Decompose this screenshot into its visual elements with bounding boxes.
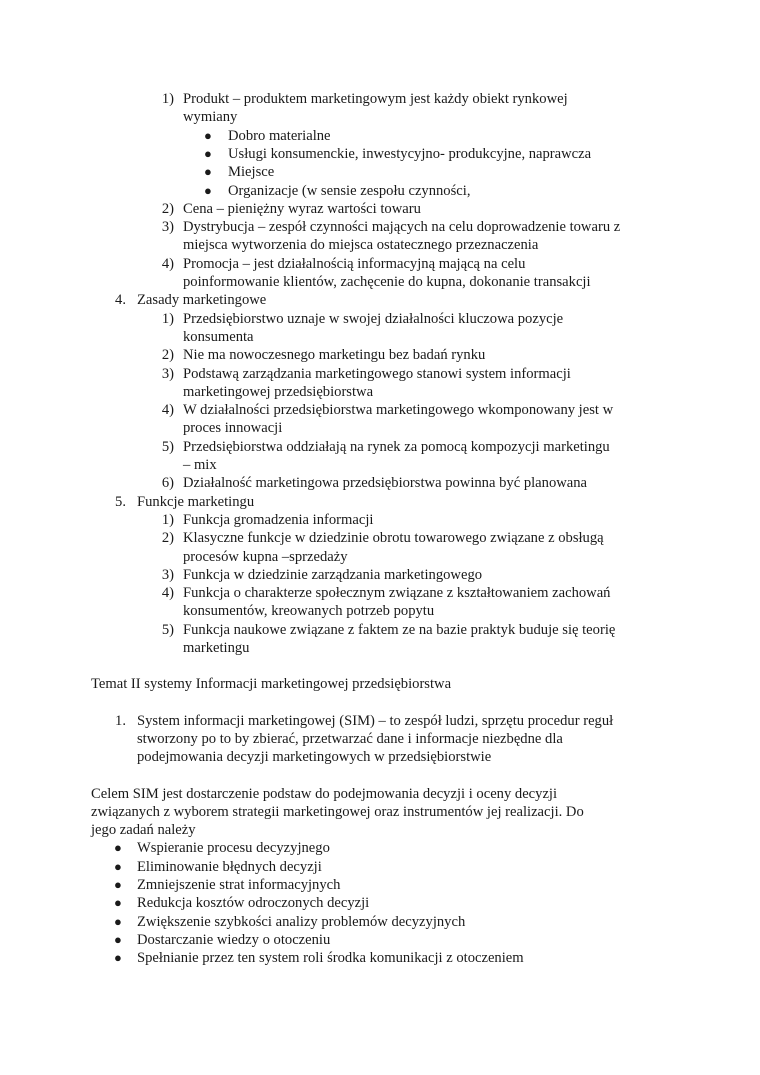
bullet-icon: ●	[114, 877, 122, 892]
bullet-item-text: Miejsce	[228, 164, 275, 181]
list-item-number: 1)	[161, 511, 174, 528]
bullet-icon: ●	[204, 182, 212, 198]
list-item-text: Przedsiębiorstwa oddziałają na rynek za pomocą kompozycji marketingu	[183, 438, 610, 455]
list-item-text: Przedsiębiorstwo uznaje w swojej działalności kluczowa pozycje	[183, 310, 564, 327]
list-item-text: marketingowej przedsiębiorstwa	[183, 383, 374, 400]
list-item-number: 3)	[161, 219, 174, 236]
list-item-text: Podstawą zarządzania marketingowego stanowi system informacji	[183, 365, 571, 382]
bullet-item-text: Wspieranie procesu decyzyjnego	[137, 840, 330, 857]
list-item-text: stworzony po to by zbierać, przetwarzać dane i informacje niezbędne dla	[137, 730, 563, 747]
section-number: 5.	[115, 493, 126, 510]
paragraph-line: jego zadań należy	[91, 822, 196, 839]
list-item-text: W działalności przedsiębiorstwa marketingowego wkomponowany jest w	[183, 402, 614, 419]
list-item-number: 5)	[161, 621, 174, 638]
bullet-icon: ●	[114, 840, 122, 856]
bullet-icon: ●	[114, 931, 122, 947]
list-item-number: 5)	[161, 438, 174, 455]
list-item-number: 3)	[161, 365, 174, 382]
section-number: 4.	[115, 292, 126, 309]
list-item-number: 2)	[161, 200, 174, 217]
list-item-number: 4)	[161, 402, 174, 419]
list-item-text: proces innowacji	[183, 420, 283, 437]
list-item-text: System informacji marketingowej (SIM) – to zespół ludzi, sprzętu procedur reguł	[137, 712, 614, 729]
list-item-text: Cena – pieniężny wyraz wartości towaru	[183, 200, 421, 217]
section-title: Zasady marketingowe	[137, 292, 267, 309]
bullet-icon: ●	[114, 858, 122, 874]
section-title: Funkcje marketingu	[137, 493, 255, 510]
list-item-text: konsumenta	[183, 328, 254, 345]
list-item-text: procesów kupna –sprzedaży	[183, 548, 348, 565]
bullet-icon: ●	[114, 913, 122, 929]
list-item-text: Promocja – jest działalnością informacyjną mającą na celu	[183, 255, 526, 272]
list-item-text: Funkcja naukowe związane z faktem ze na bazie praktyk buduje się teorię	[183, 621, 616, 638]
list-item-text: marketingu	[183, 640, 250, 656]
topic-heading: Temat II systemy Informacji marketingowej przedsiębiorstwa	[91, 676, 452, 693]
bullet-icon: ●	[114, 950, 122, 966]
list-item-text: Działalność marketingowa przedsiębiorstwa powinna być planowana	[183, 475, 588, 492]
list-item-text: Funkcja o charakterze społecznym związane z kształtowaniem zachowań	[183, 585, 611, 602]
list-item-text: wymiany	[183, 109, 238, 126]
bullet-icon: ●	[114, 895, 122, 911]
list-item-text: miejsca wytworzenia do miejsca ostatecznego przeznaczenia	[183, 237, 539, 254]
bullet-item-text: Dostarczanie wiedzy o otoczeniu	[137, 931, 331, 948]
list-item-number: 2)	[161, 530, 174, 547]
bullet-item-text: Zmniejszenie strat informacyjnych	[137, 877, 341, 893]
list-item-text: poinformowanie klientów, zachęcenie do kupna, dokonanie transakcji	[183, 274, 591, 290]
list-item-number: 6)	[161, 475, 174, 492]
list-item-number: 1.	[115, 712, 126, 729]
list-item-text: Produkt – produktem marketingowym jest każdy obiekt rynkowej	[183, 91, 568, 107]
list-item-text: Funkcja w dziedzinie zarządzania marketingowego	[183, 566, 483, 583]
bullet-item-text: Zwiększenie szybkości analizy problemów decyzyjnych	[137, 913, 466, 930]
bullet-item-text: Eliminowanie błędnych decyzji	[137, 858, 322, 875]
bullet-item-text: Dobro materialne	[228, 127, 331, 144]
list-item-number: 4)	[161, 255, 174, 272]
list-item-text: Nie ma nowoczesnego marketingu bez badań rynku	[183, 347, 486, 364]
list-item-text: Dystrybucja – zespół czynności mających na celu doprowadzenie towaru z	[183, 219, 621, 236]
list-item-number: 1)	[161, 310, 174, 327]
bullet-icon: ●	[204, 164, 212, 180]
bullet-icon: ●	[204, 145, 212, 161]
list-item-number: 1)	[161, 91, 174, 107]
list-item-text: – mix	[183, 457, 217, 473]
bullet-item-text: Organizacje (w sensie zespołu czynności,	[228, 182, 471, 199]
list-item-text: Klasyczne funkcje w dziedzinie obrotu towarowego związane z obsługą	[183, 530, 604, 547]
paragraph-line: Celem SIM jest dostarczenie podstaw do podejmowania decyzji i oceny decyzji	[91, 785, 558, 802]
list-item-number: 2)	[161, 347, 174, 364]
bullet-icon: ●	[204, 127, 212, 143]
list-item-text: podejmowania decyzji marketingowych w przedsiębiorstwie	[137, 749, 492, 766]
list-item-text: Funkcja gromadzenia informacji	[183, 511, 374, 528]
list-item-number: 3)	[161, 566, 174, 583]
bullet-item-text: Redukcja kosztów odroczonych decyzji	[137, 895, 370, 912]
bullet-item-text: Usługi konsumenckie, inwestycyjno- produkcyjne, naprawcza	[228, 145, 592, 162]
paragraph-line: związanych z wyborem strategii marketingowej oraz instrumentów jej realizacji. Do	[91, 803, 584, 820]
list-item-number: 4)	[161, 585, 174, 602]
bullet-item-text: Spełnianie przez ten system roli środka komunikacji z otoczeniem	[137, 950, 524, 967]
list-item-text: konsumentów, kreowanych potrzeb popytu	[183, 603, 435, 620]
